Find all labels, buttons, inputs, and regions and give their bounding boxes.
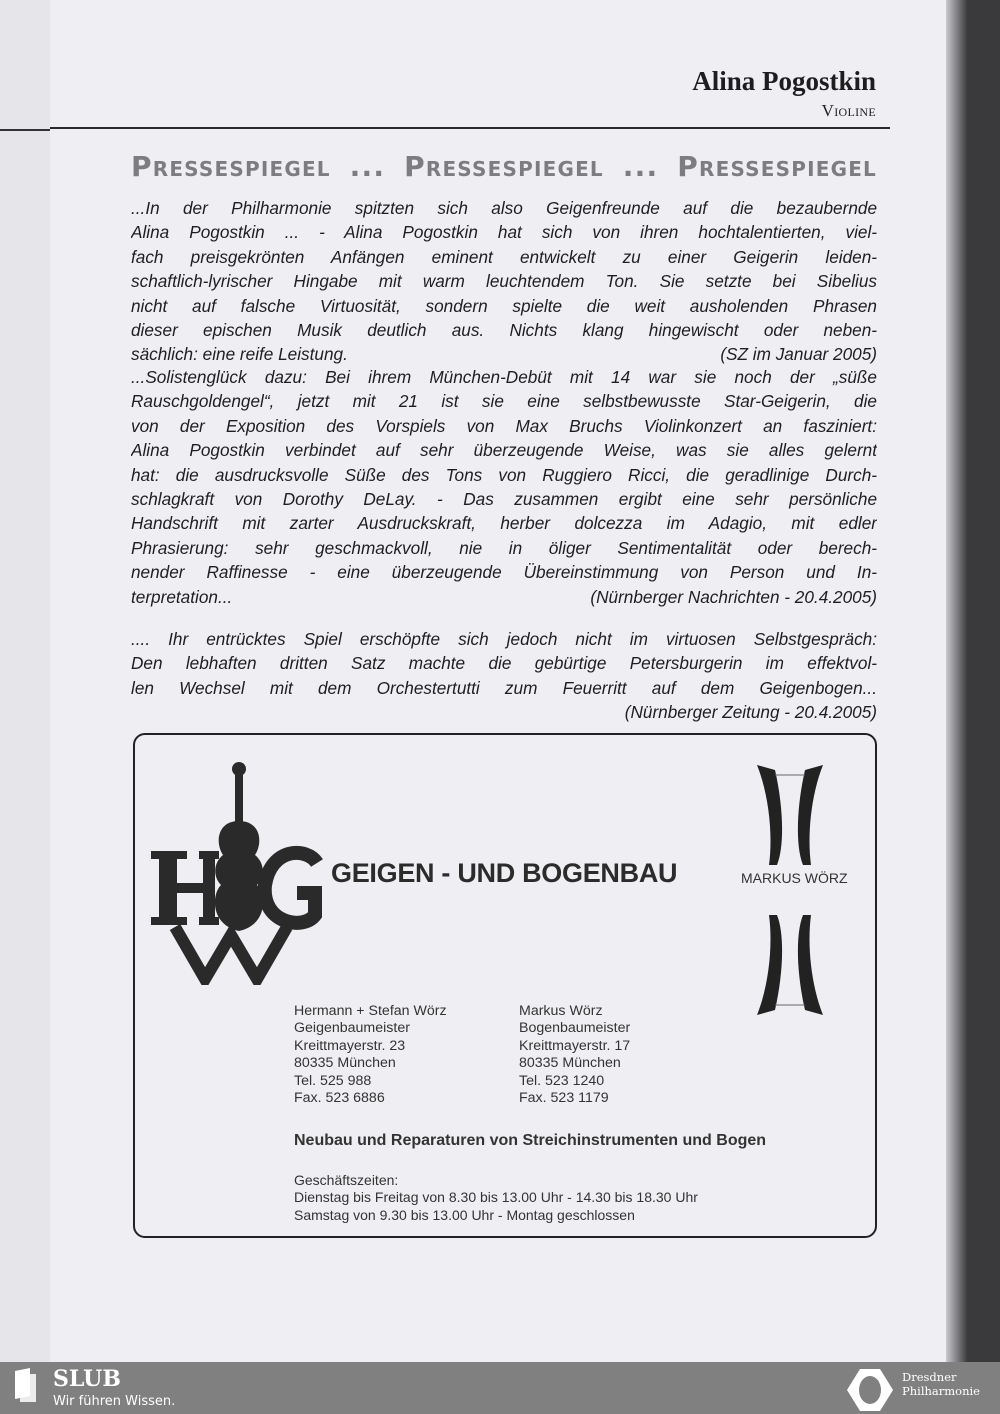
address-line: Tel. 523 1240 bbox=[519, 1072, 605, 1089]
ad-title: GEIGEN - UND BOGENBAU bbox=[331, 858, 678, 888]
address-line: Geigenbaumeister bbox=[294, 1020, 410, 1037]
address-line: 80335 München bbox=[519, 1055, 621, 1072]
quote-line: dieser epischen Musik deutlich aus. Nichts klang hingewischt oder neben- bbox=[131, 319, 877, 340]
slub-tagline: Wir führen Wissen. bbox=[53, 1394, 176, 1409]
markus-woerz-bow-logo-icon bbox=[755, 765, 825, 1015]
quote-line bbox=[131, 585, 877, 609]
address-line: 80335 München bbox=[294, 1055, 396, 1072]
dresdner-philharmonie-label bbox=[902, 1370, 980, 1398]
quote-line: Rauschgoldengel“, jetzt mit 21 ist sie eine selbstbewusste Star-Geigerin, die bbox=[131, 391, 877, 412]
header-divider bbox=[50, 127, 890, 129]
page-edge bbox=[946, 0, 1000, 1362]
address-line: Kreittmayerstr. 17 bbox=[519, 1037, 631, 1054]
quote-line: ...In der Philharmonie spitzten sich also Geigenfreunde auf die bezaubernde bbox=[131, 198, 877, 218]
quote-line bbox=[131, 342, 877, 366]
quote-source: (Nürnberger Nachrichten - 20.4.2005) bbox=[590, 586, 877, 607]
address-markus-woerz bbox=[519, 1003, 630, 1107]
advertisement bbox=[133, 733, 877, 1238]
quote-line: hat: die ausdrucksvolle Süße des Tons von Ruggiero Ricci, die geradlinige Durch- bbox=[131, 464, 877, 485]
artist-instrument: Violine bbox=[821, 101, 876, 120]
quote-line: len Wechsel mit dem Orchestertutti zum Feuerritt auf dem Geigenbogen... bbox=[131, 677, 877, 698]
quote-line: ...Solistenglück dazu: Bei ihrem München-Debüt mit 14 war sie noch der „süße bbox=[131, 367, 877, 387]
previous-page-edge bbox=[0, 0, 52, 1362]
quote-source: (Nürnberger Zeitung - 20.4.2005) bbox=[624, 702, 877, 723]
dresdner-philharmonie-logo-icon[interactable] bbox=[846, 1368, 894, 1412]
quote-line: Alina Pogostkin ... - Alina Pogostkin hat sich von ihren hochtalentierten, viel- bbox=[131, 222, 877, 243]
quote-line: schaftlich-lyrischer Hingabe mit warm leuchtendem Ton. Sie setzte bei Sibelius bbox=[131, 271, 877, 292]
ad-tagline: Neubau und Reparaturen von Streichinstrumenten und Bogen bbox=[294, 1132, 767, 1149]
quote-line: Phrasierung: sehr geschmackvoll, nie in öliger Sentimentalität oder berech- bbox=[131, 537, 877, 558]
markus-woerz-label: MARKUS WÖRZ bbox=[741, 870, 848, 886]
quote-line: nicht auf falsche Virtuosität, sondern spielte die weit ausholenden Phrasen bbox=[131, 295, 877, 316]
quote-line: Den lebhaften dritten Satz machte die gebürtige Petersburgerin im effektvol- bbox=[131, 653, 877, 674]
section-title: Pressespiegel ... Pressespiegel ... Pressespiegel bbox=[131, 150, 877, 183]
quote-line: fach preisgekrönten Anfängen eminent entwickelt zu einer Geigerin leiden- bbox=[131, 246, 877, 267]
quote-line: Alina Pogostkin verbindet auf sehr überzeugende Weise, was sie alles gelernt bbox=[131, 440, 877, 461]
quote-line: nender Raffinesse - eine überzeugende Übereinstimmung von Person und In- bbox=[131, 562, 877, 583]
hours-saturday: Samstag von 9.30 bis 13.00 Uhr - Montag geschlossen bbox=[294, 1206, 635, 1223]
slub-book-icon bbox=[12, 1368, 38, 1402]
address-hermann-stefan-woerz bbox=[294, 1003, 447, 1107]
quote-line-text: terpretation... bbox=[131, 586, 233, 607]
address-line: Fax. 523 6886 bbox=[294, 1090, 385, 1107]
hwg-logo-icon bbox=[147, 755, 327, 985]
slub-logo[interactable]: SLUB bbox=[53, 1366, 121, 1392]
hours-label: Geschäftszeiten: bbox=[294, 1172, 399, 1188]
address-line: Hermann + Stefan Wörz bbox=[294, 1003, 447, 1019]
quote-line: von der Exposition des Vorspiels von Max Bruchs Violinkonzert an fasziniert: bbox=[131, 415, 877, 436]
address-line: Bogenbaumeister bbox=[519, 1020, 631, 1037]
artist-name: Alina Pogostkin bbox=[692, 66, 876, 96]
address-line: Fax. 523 1179 bbox=[519, 1090, 609, 1107]
press-quote-3 bbox=[131, 627, 877, 725]
address-line: Markus Wörz bbox=[519, 1003, 603, 1019]
divider bbox=[0, 129, 50, 131]
footer-bar bbox=[0, 1362, 1000, 1414]
press-quote-2 bbox=[131, 365, 877, 609]
quote-line: Handschrift mit zarter Ausdruckskraft, herber dolcezza im Adagio, mit edler bbox=[131, 513, 877, 534]
partner-line-1: Dresdner bbox=[902, 1370, 957, 1384]
quote-line: .... Ihr entrücktes Spiel erschöpfte sich jedoch nicht im virtuosen Selbstgespräch: bbox=[131, 629, 877, 649]
press-quote-1 bbox=[131, 196, 877, 367]
quote-line bbox=[131, 700, 877, 724]
quote-source: (SZ im Januar 2005) bbox=[720, 344, 877, 365]
quote-line: schlagkraft von Dorothy DeLay. - Das zusammen ergibt eine sehr persönliche bbox=[131, 488, 877, 509]
quote-line-text: sächlich: eine reife Leistung. bbox=[131, 344, 348, 365]
address-line: Tel. 525 988 bbox=[294, 1072, 372, 1089]
business-hours bbox=[294, 1172, 698, 1224]
address-line: Kreittmayerstr. 23 bbox=[294, 1037, 406, 1054]
hours-weekdays: Dienstag bis Freitag von 8.30 bis 13.00 Uhr - 14.30 bis 18.30 Uhr bbox=[294, 1189, 698, 1206]
partner-line-2: Philharmonie bbox=[902, 1384, 980, 1398]
